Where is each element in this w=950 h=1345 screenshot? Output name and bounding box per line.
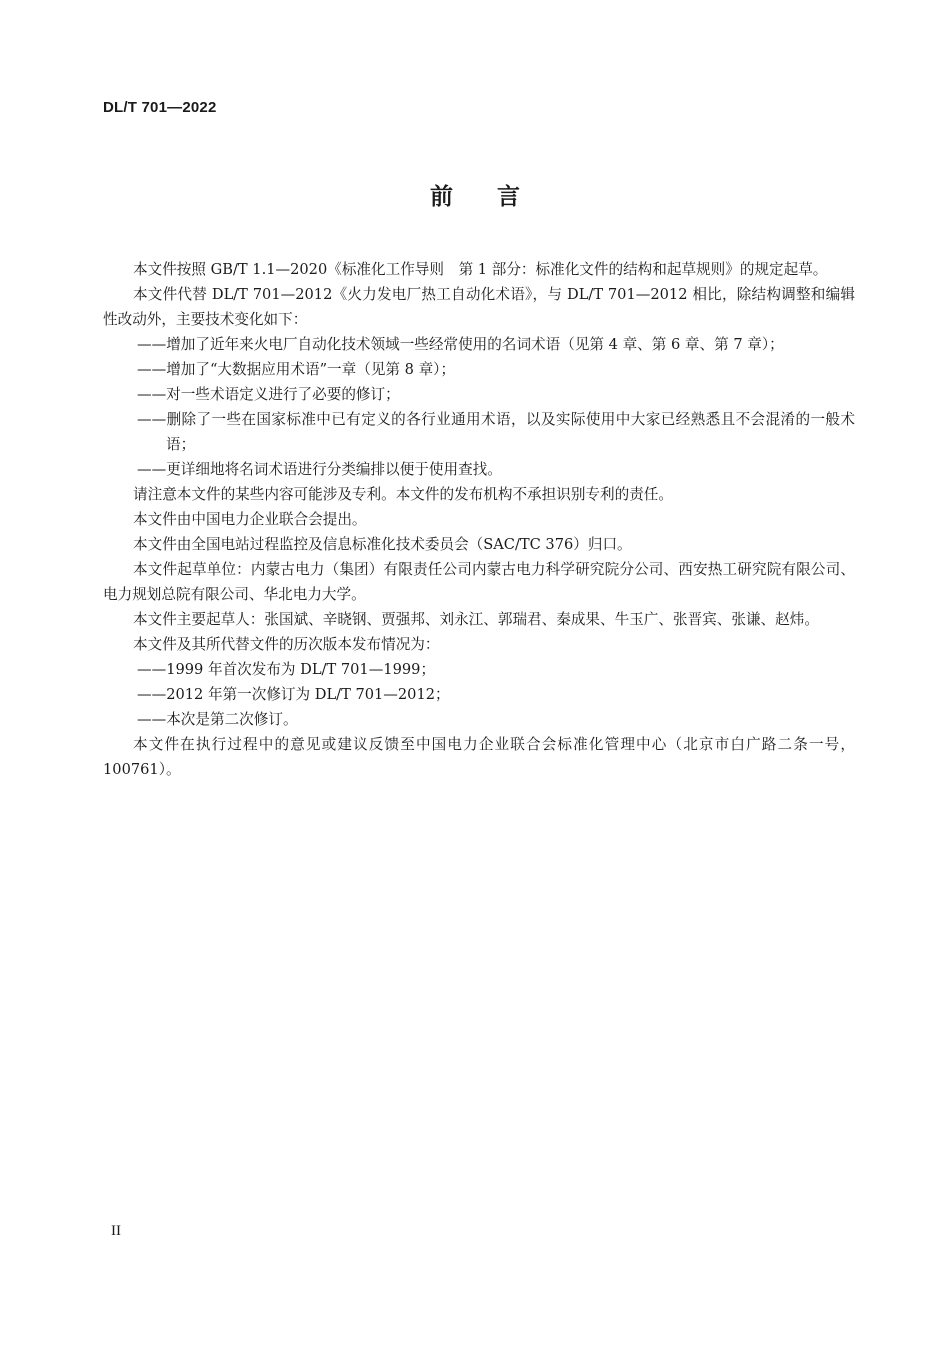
paragraph-proposer: 本文件由中国电力企业联合会提出。 — [133, 511, 367, 528]
paragraph-drafting-units: 本文件起草单位：内蒙古电力（集团）有限责任公司内蒙古电力科学研究院分公司、西安热工研究院有限公司、电力规划总院有限公司、华北电力大学。 — [103, 561, 855, 603]
paragraph-drafting-basis: 本文件按照 GB/T 1.1—2020《标准化工作导则 第 1 部分：标准化文件的结构和起草规则》的规定起草。 — [133, 261, 828, 278]
page-number: II — [111, 1223, 121, 1239]
change-item: ——删除了一些在国家标准中已有定义的各行业通用术语，以及实际使用中大家已经熟悉且不会混淆的一般术语； — [137, 411, 855, 453]
paragraph-feedback: 本文件在执行过程中的意见或建议反馈至中国电力企业联合会标准化管理中心（北京市白广路二条一号，100761）。 — [103, 736, 855, 778]
paragraph-committee: 本文件由全国电站过程监控及信息标准化技术委员会（SAC/TC 376）归口。 — [133, 536, 632, 553]
change-item: ——增加了“大数据应用术语”一章（见第 8 章）； — [137, 361, 456, 378]
paragraph-history-intro: 本文件及其所代替文件的历次版本发布情况为： — [133, 636, 440, 653]
page-title: 前言 — [430, 184, 564, 210]
foreword-body — [103, 257, 855, 782]
history-item: ——2012 年第一次修订为 DL/T 701—2012； — [137, 686, 450, 703]
history-item: ——1999 年首次发布为 DL/T 701—1999； — [137, 661, 436, 678]
history-item: ——本次是第二次修订。 — [137, 711, 298, 728]
document-code: DL/T 701—2022 — [103, 99, 217, 116]
change-item: ——对一些术语定义进行了必要的修订； — [137, 386, 400, 403]
change-item: ——增加了近年来火电厂自动化技术领域一些经常使用的名词术语（见第 4 章、第 6 章、第 7 章）； — [137, 336, 784, 353]
paragraph-replacement: 本文件代替 DL/T 701—2012《火力发电厂热工自动化术语》，与 DL/T 701—2012 相比，除结构调整和编辑性改动外，主要技术变化如下： — [103, 286, 855, 328]
change-item: ——更详细地将名词术语进行分类编排以便于使用查找。 — [137, 461, 502, 478]
paragraph-drafters: 本文件主要起草人：张国斌、辛晓钢、贾强邦、刘永江、郭瑞君、秦成果、牛玉广、张晋宾、张谦、赵炜。 — [133, 611, 819, 628]
paragraph-patent-note: 请注意本文件的某些内容可能涉及专利。本文件的发布机构不承担识别专利的责任。 — [133, 486, 673, 503]
